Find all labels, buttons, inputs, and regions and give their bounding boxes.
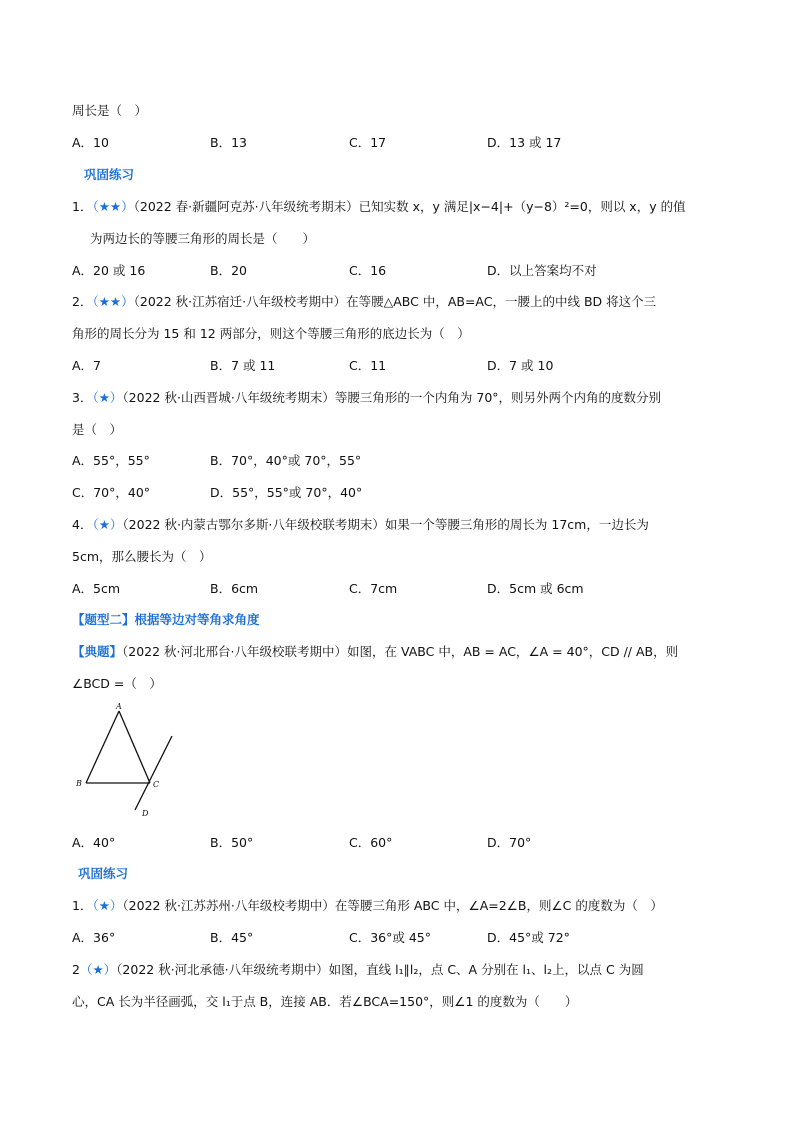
question-3 [72,390,661,406]
option-c: C．16 [349,263,387,278]
option-d: D．5cm 或 6cm [487,581,584,596]
question-1 [72,199,686,215]
option-c: C．70°，40° [72,485,151,500]
difficulty-stars: （★） [92,517,123,532]
question-stem-tail: 周长是（ ） [72,103,148,118]
question-text: （2022 秋·江苏苏州·八年级校考期中）在等腰三角形 ABC 中，∠A=2∠B，则∠C 的度数为（ ） [122,898,663,913]
option-c: C．11 [349,358,387,373]
option-b: B．20 [210,263,247,278]
option-c: C．17 [349,135,387,150]
option-c: C．60° [349,835,393,850]
difficulty-stars: （★★） [92,294,134,309]
section-title: 【题型二】根据等边对等角求角度 [72,612,260,627]
label-d: D [142,809,149,818]
side-ab [86,711,119,783]
question-text: （2022 秋·山西晋城·八年级统考期末）等腰三角形的一个内角为 70°，则另外两个内角的度数分别 [122,390,662,405]
question-number: 1． [72,898,93,913]
option-b: B．45° [210,930,254,945]
question-text: （2022 秋·河北承德·八年级统考期中）如图，直线 l₁∥l₂，点 C、A 分别在 l₁、l₂上，以点 C 为圆 [116,962,644,977]
question-text-cont: 心，CA 长为半径画弧，交 l₁于点 B，连接 AB．若∠BCA=150°，则∠1 的度数为（ ） [72,994,578,1009]
option-a: A．7 [72,358,102,373]
option-d: D．70° [487,835,532,850]
option-d: D．55°，55°或 70°，40° [210,485,363,500]
side-ac [119,711,150,783]
option-a: A．55°，55° [72,453,150,468]
option-b: B．70°，40°或 70°，55° [210,453,362,468]
question-text: （2022 春·新疆阿克苏·八年级统考期末）已知实数 x，y 满足|x−4|+（y−8）²=0，则以 x，y 的值 [133,199,686,214]
option-d: D．以上答案均不对 [487,263,597,278]
label-c: C [153,780,160,789]
question-2 [72,962,644,978]
difficulty-stars: （★） [92,390,123,405]
question-text: （2022 秋·江苏宿迁·八年级校考期中）在等腰△ABC 中，AB=AC，一腰上的中线 BD 将这个三 [133,294,657,309]
question-text: （2022 秋·内蒙古鄂尔多斯·八年级校联考期末）如果一个等腰三角形的周长为 17cm，一边长为 [122,517,649,532]
question-text-cont: ∠BCD =（ ） [72,676,162,691]
option-b: B．7 或 11 [210,358,276,373]
question-number: 1． [72,199,93,214]
question-number: 4． [72,517,93,532]
option-a: A．5cm [72,581,121,596]
question-text-cont: 5cm，那么腰长为（ ） [72,549,212,564]
practice-header: 巩固练习 [78,866,129,881]
option-a: A．10 [72,135,109,150]
question-number: 2． [72,294,93,309]
example-question [72,644,678,660]
option-d: D．7 或 10 [487,358,554,373]
question-text-cont: 角形的周长分为 15 和 12 两部分，则这个等腰三角形的底边长为（ ） [72,326,470,341]
option-a: A．36° [72,930,116,945]
practice-header: 巩固练习 [84,167,135,182]
option-b: B．50° [210,835,254,850]
question-4 [72,517,649,533]
option-b: B．13 [210,135,247,150]
example-tag: 【典题】 [72,644,123,659]
difficulty-stars: （★★） [92,199,134,214]
question-text-cont: 是（ ） [72,422,123,437]
line-cd [135,736,172,810]
option-b: B．6cm [210,581,259,596]
question-number: 3． [72,390,93,405]
option-a: A．20 或 16 [72,263,146,278]
option-c: C．7cm [349,581,398,596]
difficulty-stars: （★） [79,962,117,977]
difficulty-stars: （★） [92,898,123,913]
label-b: B [76,779,82,788]
label-a: A [116,702,122,711]
option-c: C．36°或 45° [349,930,432,945]
option-a: A．40° [72,835,116,850]
question-number: 2 [72,962,80,977]
question-text-cont: 为两边长的等腰三角形的周长是（ ） [90,231,316,246]
option-d: D．45°或 72° [487,930,570,945]
triangle-figure [72,700,182,820]
question-1 [72,898,663,914]
question-text: （2022 秋·河北邢台·八年级校联考期中）如图，在 VABC 中，AB = AC，∠A = 40°，CD // AB，则 [122,644,679,659]
option-d: D．13 或 17 [487,135,562,150]
question-2 [72,294,656,310]
